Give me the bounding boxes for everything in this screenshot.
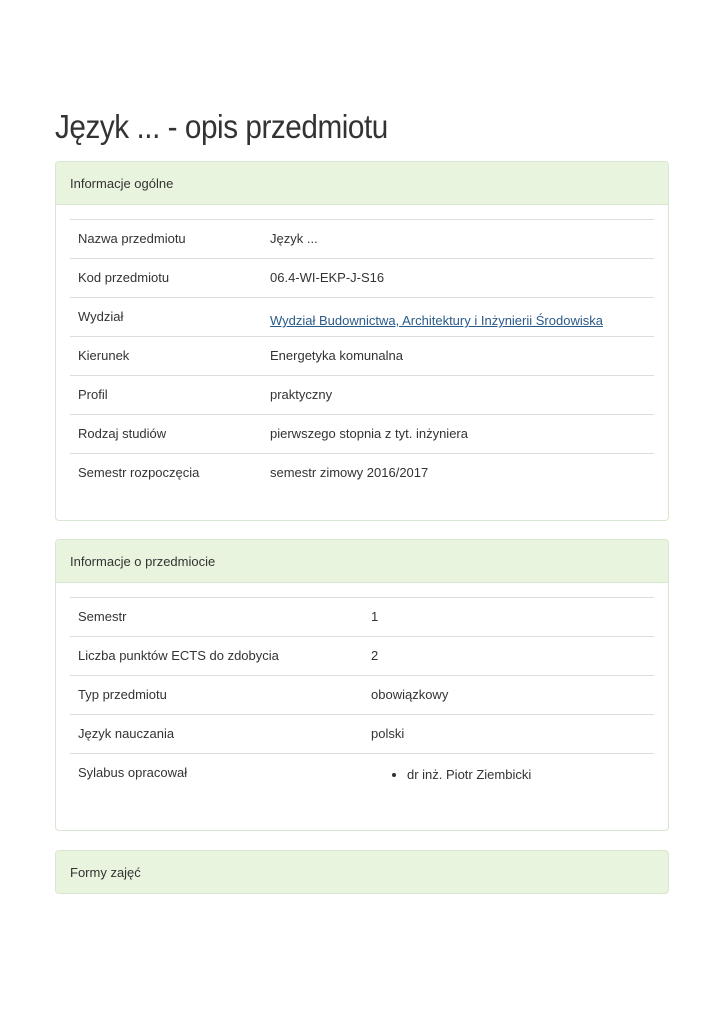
row-value: obowiązkowy (363, 676, 654, 715)
faculty-link[interactable]: Wydział Budownictwa, Architektury i Inżynierii Środowiska (270, 313, 603, 328)
forms-heading: Formy zajęć (56, 851, 668, 893)
row-value: praktyczny (262, 376, 654, 415)
table-row (70, 454, 654, 493)
general-info-panel (55, 161, 669, 521)
table-row (70, 298, 654, 337)
subject-info-panel (55, 539, 669, 831)
table-row (70, 598, 654, 637)
table-row (70, 415, 654, 454)
row-label: Sylabus opracował (70, 754, 363, 793)
row-label: Semestr (70, 598, 363, 637)
table-row (70, 676, 654, 715)
table-row (70, 337, 654, 376)
table-row (70, 715, 654, 754)
page-title: Język ... - opis przedmiotu (55, 108, 388, 145)
author-list (371, 767, 646, 782)
row-label: Typ przedmiotu (70, 676, 363, 715)
row-value: 1 (363, 598, 654, 637)
row-label: Nazwa przedmiotu (70, 220, 262, 259)
author-item: • dr inż. Piotr Ziembicki (407, 767, 646, 782)
row-label: Rodzaj studiów (70, 415, 262, 454)
general-info-table (70, 219, 654, 492)
subject-info-heading: Informacje o przedmiocie (56, 540, 668, 583)
row-label: Wydział (70, 298, 262, 337)
row-value: pierwszego stopnia z tyt. inżyniera (262, 415, 654, 454)
row-value: Język ... (262, 220, 654, 259)
table-row (70, 637, 654, 676)
row-label: Profil (70, 376, 262, 415)
row-value: Energetyka komunalna (262, 337, 654, 376)
row-value (363, 754, 654, 793)
row-value: semestr zimowy 2016/2017 (262, 454, 654, 493)
forms-panel (55, 850, 669, 894)
row-label: Kierunek (70, 337, 262, 376)
row-label: Język nauczania (70, 715, 363, 754)
row-value: 06.4-WI-EKP-J-S16 (262, 259, 654, 298)
general-info-heading: Informacje ogólne (56, 162, 668, 205)
row-value: polski (363, 715, 654, 754)
row-value: 2 (363, 637, 654, 676)
row-label: Kod przedmiotu (70, 259, 262, 298)
table-row (70, 220, 654, 259)
table-row (70, 259, 654, 298)
table-row (70, 754, 654, 793)
row-label: Semestr rozpoczęcia (70, 454, 262, 493)
subject-info-table (70, 597, 654, 792)
table-row (70, 376, 654, 415)
row-label: Liczba punktów ECTS do zdobycia (70, 637, 363, 676)
